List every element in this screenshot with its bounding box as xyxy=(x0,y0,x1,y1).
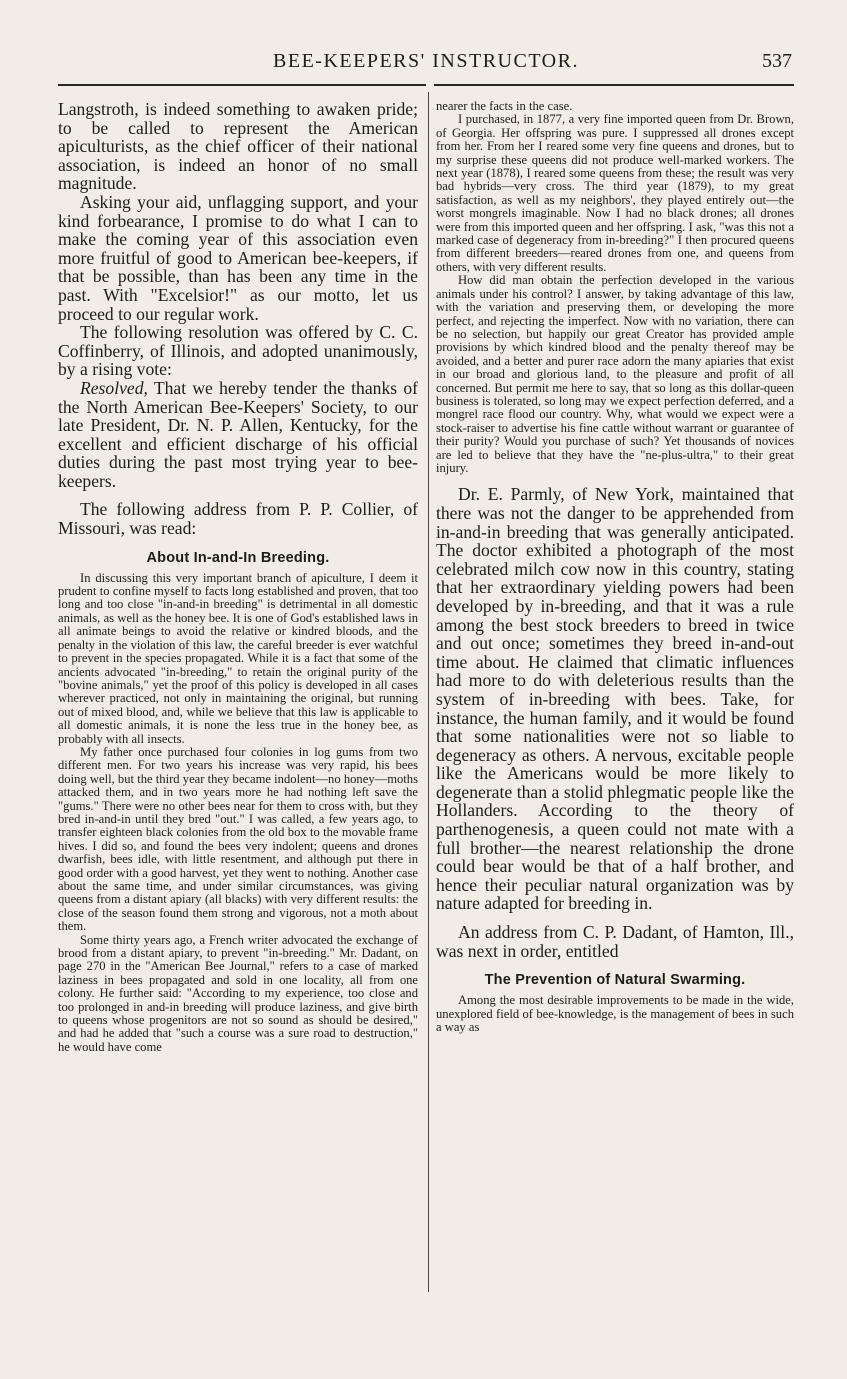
paragraph: In discussing this very important branch of apiculture, I deem it prudent to confine myself to facts long established and proven, that too long and too close "in-and-in breeding" is detrimental in all domestic animals, as well as the honey bee. It is one of God's established laws in all animate beings to avoid the relative or kindred bloods, and the penalty in the violation of this law, the careful breeder is ever watchful to prevent in the species propagated. While it is a fact that some of the ancients advocated "in-breeding," to retain the original purity of the "bovine animals," yet the proof of this policy is developed in all cases wherever practiced, not only in maintaining the original, but running out of mixed blood, and, while we believe that this law is applicable to all domestic animals, it is none the less true in the honey bee, as probably with all insects. xyxy=(58,570,418,746)
paragraph: My father once purchased four colonies in log gums from two different men. For two years his increase was very rapid, his bees doing well, but the third year they became indolent—no honey—moths attacked them, and in two years more he had nothing left save the "gums." There were no other bees near for them to cross with, but they bred in-and-in until they bred "out." I was called, a few years ago, to transfer eighteen black colonies from the old box to the movable frame hives. I did so, and found the bees very indolent; queens and drones dwarfish, bees idle, with little resentment, and although put there in good order with a good harvest, yet they went to nothing. Another case about the same time, and under similar circumstances, was giving queens from a distant apiary (all blacks) with very different results: the close of the season found them strong and vigorous, not a moth about them. xyxy=(58,744,418,934)
running-head xyxy=(58,50,794,76)
paragraph: Dr. E. Parmly, of New York, maintained that there was not the danger to be apprehended from in-and-in breeding that was generally anticipated. The doctor exhibited a photograph of the most celebrated milch cow now in this country, stating that her extraordinary yielding powers had been developed by in-breeding, and that it was a rule among the best stock breeders to breed in twice and out once; sometimes they breed in-and-out time about. He claimed that climatic influences had more to do with deleterious results than the system of in-breeding with bees. Take, for instance, the human family, and it would be found that some nationalities were not so liable to degeneracy as others. A nervous, excitable people like the Americans would be more likely to degenerate than a stolid phlegmatic people like the Hollanders. According to the theory of parthenogenesis, a queen could not mate with a full brother—the nearest relationship the drone could bear would be that of a half brother, and hence their peculiar natural organization was by nature adapted for breeding in. xyxy=(436,484,794,914)
running-title: BEE-KEEPERS' INSTRUCTOR. xyxy=(273,50,579,72)
paragraph: Asking your aid, unflagging support, and your kind forbearance, I promise to do what I can to make the coming year of this association even more fruitful of good to American bee-keepers, if that be possible, than has been any time in the past. With "Excelsior!" as our motto, let us proceed to our regular work. xyxy=(58,191,418,324)
page-number: 537 xyxy=(762,50,792,72)
section-heading: The Prevention of Natural Swarming. xyxy=(484,972,746,989)
header-rule-left xyxy=(58,84,426,86)
column-divider xyxy=(428,92,429,1292)
paragraph: An address from C. P. Dadant, of Hamton, Ill., was next in order, entitled xyxy=(436,922,794,961)
paragraph: The following resolution was offered by C. C. Coffinberry, of Illinois, and adopted unanimously, by a rising vote: xyxy=(58,322,418,380)
left-column xyxy=(58,100,418,1054)
paragraph: Some thirty years ago, a French writer advocated the exchange of brood from a distant apiary, to prevent "in-breeding." Mr. Dadant, on page 270 in the "American Bee Journal," refers to a case of marked laziness in bees propagated and sold in one locality, all from one colony. He further said: "According to my experience, too close and too prolonged in and-in breeding will produce laziness, and give birth to queens whose progenitors are not so sound as should be desired," and had he added that "such a course was a sure road to destruction," he would have come xyxy=(58,932,418,1054)
resolution-paragraph xyxy=(58,379,418,491)
section-heading: About In-and-In Breeding. xyxy=(146,549,330,566)
paragraph: I purchased, in 1877, a very fine imported queen from Dr. Brown, of Georgia. Her offspring was pure. I suppressed all drones except from her. From her I reared some very fine queens and drones, but to my surprise these queens did not produce well-marked workers. The next year (1878), I reared some queens from these; the result was very bad hybrids—very cross. The third year (1879), to my great satisfaction, as well as my neighbors', they played entirely out—the worst mongrels imaginable. Now I had no black drones; all drones were from this imported queen and her offspring. I ask, "was this not a marked case of degeneracy from in-breeding?" I then procured queens from different breeders—reared drones from one, and queens from others, with very different results. xyxy=(436,112,794,274)
paragraph: Langstroth, is indeed something to awaken pride; to be called to represent the American apiculturists, as the chief officer of their national association, is indeed an honor of no small magnitude. xyxy=(58,99,418,194)
paragraph: The following address from P. P. Collier, of Missouri, was read: xyxy=(58,499,418,539)
paragraph: nearer the facts in the case. xyxy=(436,99,573,113)
paragraph: How did man obtain the perfection developed in the various animals under his control? I answer, by taking advantage of this law, with the variation and preserving them, or developing the more perfect, and rejecting the imperfect. Now with no variation, there can be no selection, but happily our great Creator has provided ample provisions by which kindred blood and the penalty thereof may be avoided, and a better and purer race adorn the many apiaries that exist in our broad and glorious land, to the pleasure and profit of all concerned. But permit me here to say, that so long as this dollar-queen business is tolerated, so long may we expect perfection deferred, and a mongrel race flood our country. Why, what would we expect were a stock-raiser to advertise his fine cattle without warrant or guarantee of their purity? Would you purchase of such? Yet thousands of novices are led to believe that they have the "ne-plus-ultra," to their great injury. xyxy=(436,273,794,475)
resolved-label: Resolved, xyxy=(80,377,148,398)
resolution-text: That we hereby tender the thanks of the North American Bee-Keepers' Society, to our late President, Dr. N. P. Allen, Kentucky, for the excellent and efficient discharge of his official duties during the past most trying year to bee-keepers. xyxy=(58,377,418,491)
paragraph: Among the most desirable improvements to be made in the wide, unexplored field of bee-knowledge, is the management of bees in such a way as xyxy=(436,993,794,1035)
header-rule-right xyxy=(434,84,794,86)
right-column xyxy=(436,100,794,1034)
